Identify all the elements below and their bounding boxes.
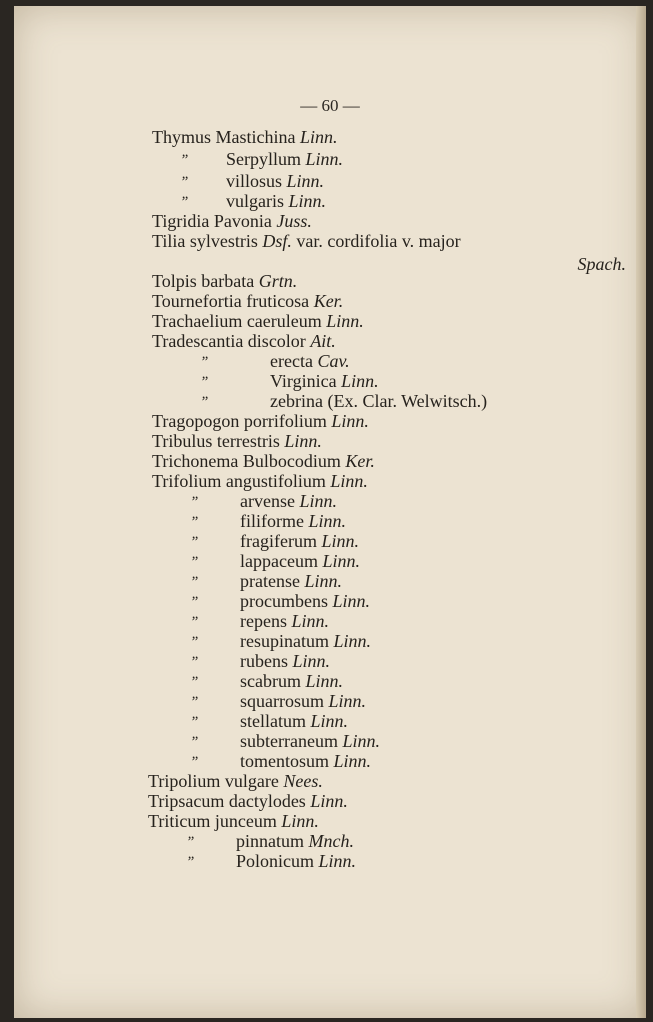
- ditto-mark: ”: [190, 754, 199, 770]
- list-item: [152, 232, 461, 250]
- author-abbrev: Linn.: [284, 431, 322, 451]
- list-item: [148, 792, 348, 810]
- list-item: [226, 172, 324, 190]
- ditto-mark: ”: [190, 574, 199, 590]
- species-name: Polonicum: [236, 851, 315, 871]
- page-number: — 60 —: [300, 96, 360, 115]
- list-item: [240, 552, 360, 570]
- ditto-mark: ”: [200, 394, 209, 410]
- ditto-mark: ”: [200, 374, 209, 390]
- list-item: [152, 292, 343, 310]
- list-item: [240, 692, 366, 710]
- species-name: tomentosum: [240, 751, 329, 771]
- species-name: erecta: [270, 351, 313, 371]
- author-abbrev: Linn.: [281, 811, 319, 831]
- species-name: pinnatum: [236, 831, 304, 851]
- variety-note: var. cordifolia v. major: [296, 231, 461, 251]
- list-item: [270, 372, 379, 390]
- species-name: vulgaris: [226, 191, 284, 211]
- list-item: [152, 412, 369, 430]
- list-item: [240, 532, 359, 550]
- ditto-mark: ”: [190, 534, 199, 550]
- author-abbrev: Cav.: [317, 351, 350, 371]
- ditto-mark: ”: [186, 834, 195, 850]
- ditto-mark: ”: [190, 594, 199, 610]
- list-item: [270, 392, 487, 410]
- ditto-mark: ”: [190, 694, 199, 710]
- list-item: [152, 128, 338, 146]
- author-abbrev: Linn.: [310, 791, 348, 811]
- ditto-mark: ”: [190, 614, 199, 630]
- species-name: pratense: [240, 571, 300, 591]
- ditto-mark: ”: [190, 674, 199, 690]
- ditto-mark: ”: [190, 734, 199, 750]
- species-name: Trichonema Bulbocodium: [152, 451, 341, 471]
- list-item: [240, 732, 380, 750]
- species-name: Tribulus terrestris: [152, 431, 280, 451]
- species-name: Tradescantia discolor: [152, 331, 306, 351]
- species-name: stellatum: [240, 711, 306, 731]
- list-item: [226, 192, 326, 210]
- author-abbrev: Linn.: [330, 471, 368, 491]
- list-item: [236, 832, 354, 850]
- species-name: villosus: [226, 171, 283, 191]
- author-abbrev: Linn.: [333, 751, 372, 771]
- author-abbrev: Linn.: [342, 731, 380, 751]
- author-abbrev: Linn.: [318, 851, 357, 871]
- list-item: [240, 592, 370, 610]
- species-name: procumbens: [240, 591, 328, 611]
- species-name: Trifolium angustifolium: [152, 471, 326, 491]
- author-abbrev: Ker.: [345, 451, 375, 471]
- list-item: [240, 632, 371, 650]
- author-abbrev: Linn.: [288, 191, 327, 211]
- list-item: [240, 752, 371, 770]
- author-abbrev: Grtn.: [258, 271, 298, 291]
- species-name: Thymus Mastichina: [152, 127, 296, 147]
- author-abbrev: Linn.: [304, 571, 342, 591]
- author-abbrev: Linn.: [291, 611, 329, 631]
- author-abbrev: Linn.: [341, 371, 379, 391]
- ditto-mark: ”: [180, 152, 189, 168]
- author-abbrev: Nees.: [283, 771, 323, 791]
- list-item: [152, 212, 312, 230]
- page-gutter: [636, 6, 646, 1018]
- author-abbrev: Dsf.: [262, 231, 292, 251]
- author-abbrev: Linn.: [299, 127, 338, 147]
- species-name: scabrum: [240, 671, 301, 691]
- author-abbrev: Ker.: [313, 291, 344, 311]
- species-name: squarrosum: [240, 691, 324, 711]
- ditto-mark: ”: [186, 854, 195, 870]
- ditto-mark: ”: [190, 554, 199, 570]
- author-abbrev: Juss.: [276, 211, 312, 231]
- species-name: filiforme: [240, 511, 304, 531]
- list-item: [152, 332, 336, 350]
- species-name: Tilia sylvestris: [152, 231, 258, 251]
- list-item: [240, 612, 329, 630]
- species-name: Tolpis barbata: [152, 271, 255, 291]
- ditto-mark: ”: [200, 354, 209, 370]
- list-item: [152, 272, 297, 290]
- ditto-mark: ”: [190, 494, 199, 510]
- species-name: lappaceum: [240, 551, 318, 571]
- author-abbrev: Linn.: [308, 511, 346, 531]
- ditto-mark: ”: [190, 654, 199, 670]
- list-item: [240, 492, 337, 510]
- author-abbrev: Linn.: [299, 491, 337, 511]
- author-abbrev: Ait.: [310, 331, 336, 351]
- author-abbrev: Linn.: [333, 631, 371, 651]
- species-name: Serpyllum: [226, 149, 301, 169]
- list-item: [148, 812, 319, 830]
- author-abbrev: Linn.: [292, 651, 331, 671]
- list-item: [148, 772, 323, 790]
- species-name: Triticum junceum: [148, 811, 277, 831]
- species-name: repens: [240, 611, 287, 631]
- list-item: [152, 452, 375, 470]
- ditto-mark: ”: [190, 634, 199, 650]
- list-item: [226, 150, 343, 168]
- species-name: Tragopogon porrifolium: [152, 411, 327, 431]
- species-name: Trachaelium caeruleum: [152, 311, 322, 331]
- species-name: Tripolium vulgare: [148, 771, 279, 791]
- list-item: [240, 672, 343, 690]
- list-item: [152, 472, 368, 490]
- author-abbrev: Linn.: [305, 671, 343, 691]
- list-item: [240, 512, 346, 530]
- list-item: [240, 572, 342, 590]
- species-name: subterraneum: [240, 731, 338, 751]
- species-name: Tripsacum dactylodes: [148, 791, 306, 811]
- author-abbrev: Linn.: [310, 711, 349, 731]
- author-abbrev: Linn.: [321, 531, 359, 551]
- species-name: resupinatum: [240, 631, 329, 651]
- ditto-mark: ”: [190, 714, 199, 730]
- species-name: Tigridia Pavonia: [152, 211, 272, 231]
- species-name: zebrina (Ex. Clar. Welwitsch.): [270, 391, 488, 411]
- author-abbrev: Linn.: [332, 591, 370, 611]
- book-page: [14, 6, 646, 1018]
- list-item: [240, 712, 348, 730]
- list-item: [152, 312, 364, 330]
- author-abbrev: Linn.: [322, 551, 360, 571]
- ditto-mark: ”: [190, 514, 199, 530]
- list-item: [236, 852, 356, 870]
- species-name: fragiferum: [240, 531, 317, 551]
- author-abbrev: Linn.: [331, 411, 369, 431]
- list-item: [152, 432, 322, 450]
- species-name: Virginica: [270, 371, 337, 391]
- ditto-mark: ”: [180, 194, 189, 210]
- species-name: rubens: [240, 651, 288, 671]
- list-item: [240, 652, 330, 670]
- list-item: [270, 352, 350, 370]
- author-abbrev: Linn.: [328, 691, 367, 711]
- tilia-continuation: Spach.: [577, 254, 626, 274]
- author-abbrev: Linn.: [326, 311, 364, 331]
- species-name: arvense: [240, 491, 295, 511]
- ditto-mark: ”: [180, 174, 189, 190]
- author-abbrev: Linn.: [286, 171, 325, 191]
- author-abbrev: Linn.: [305, 149, 344, 169]
- author-abbrev: Mnch.: [308, 831, 354, 851]
- species-name: Tournefortia fruticosa: [152, 291, 310, 311]
